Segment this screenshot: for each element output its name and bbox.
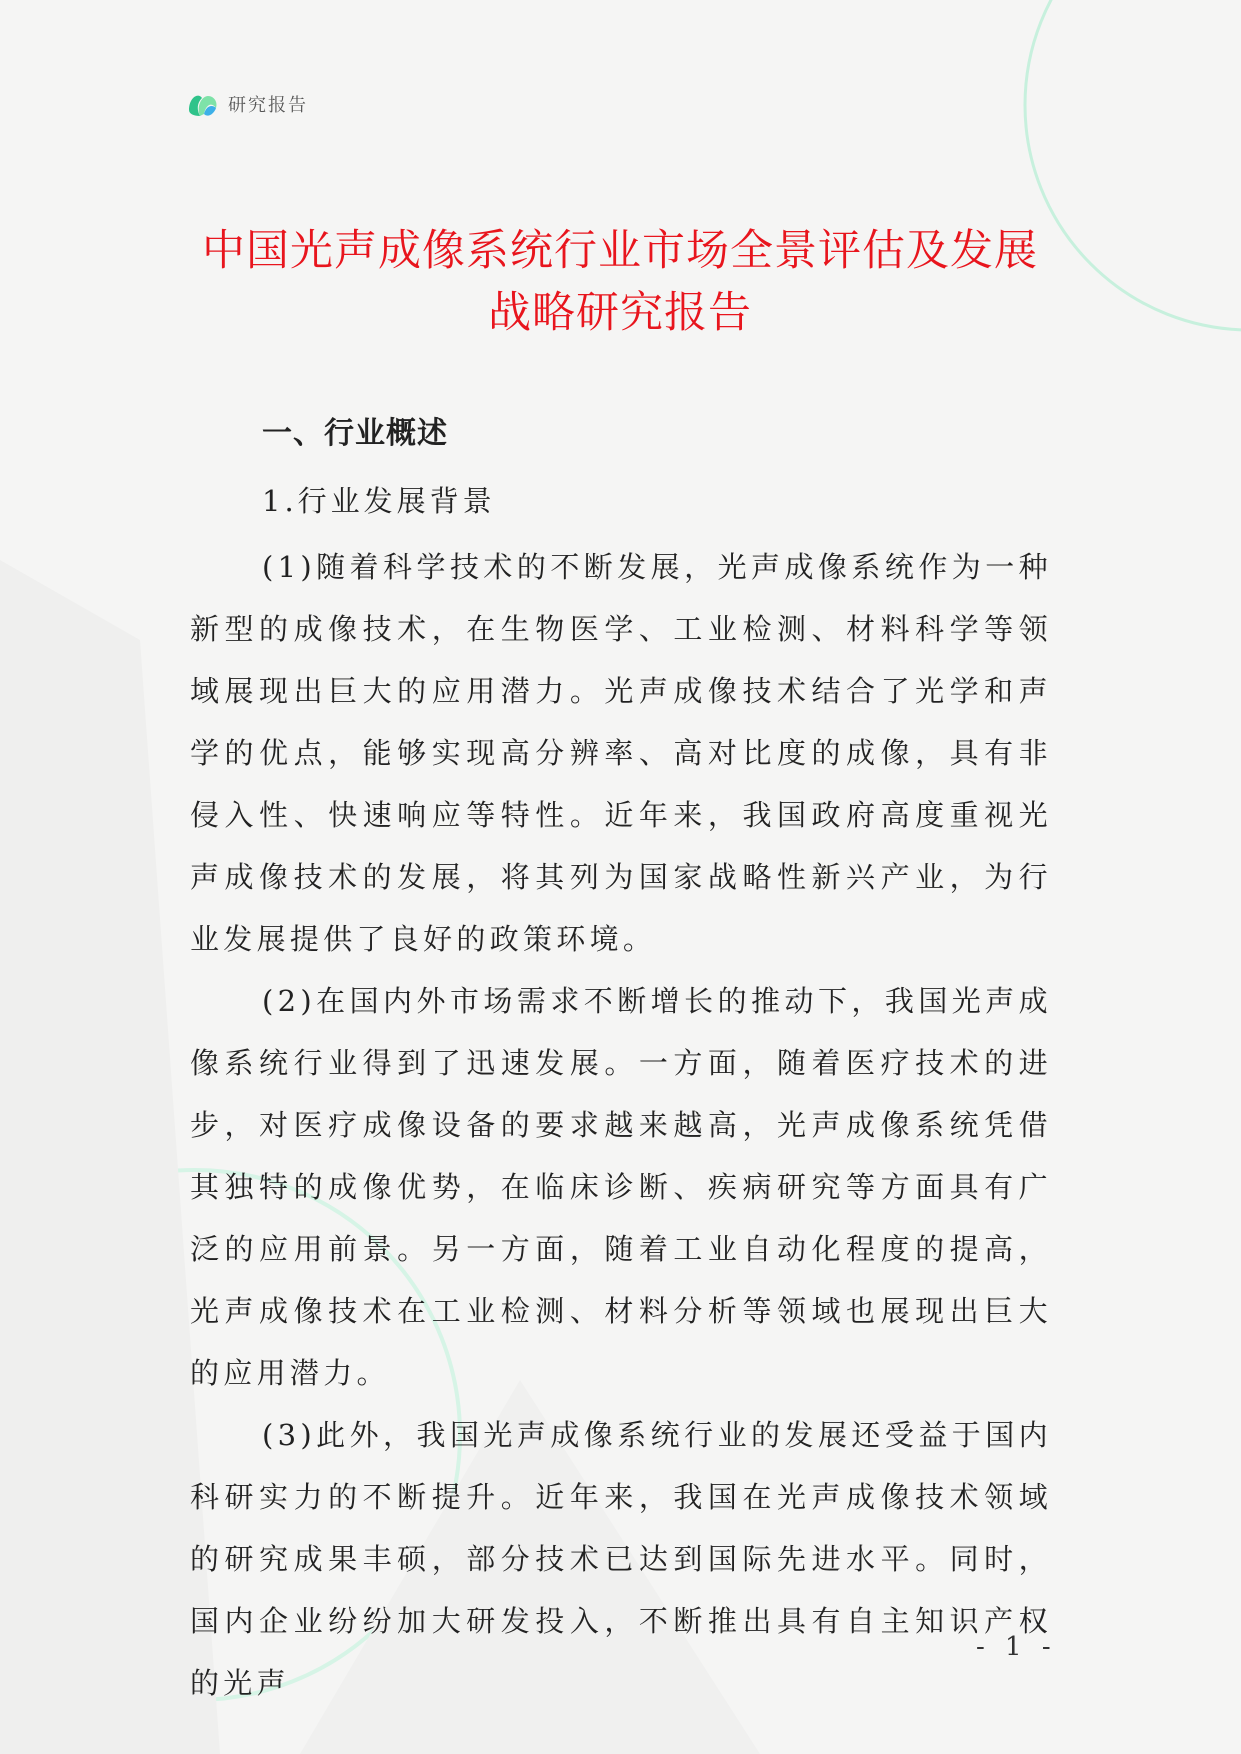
header-label: 研究报告 <box>228 95 308 116</box>
page-number: - 1 - <box>976 1632 1057 1662</box>
report-header <box>186 88 308 120</box>
report-body <box>190 412 1052 1714</box>
subsection-heading: 1.行业发展背景 <box>262 484 496 518</box>
paragraph-2: (2)在国内外市场需求不断增长的推动下，我国光声成像系统行业得到了迅速发展。一方面，随着医疗技术的进步，对医疗成像设备的要求越来越高，光声成像系统凭借其独特的成像优势，在临床诊断、疾病研究等方面具有广泛的应用前景。另一方面，随着工业自动化程度的提高，光声成像技术在工业检测、材料分析等领域也展现出巨大的应用潜力。 <box>190 984 1052 1390</box>
left-shadow-shape <box>0 560 220 1754</box>
section-heading: 一、行业概述 <box>262 416 448 451</box>
paragraph-1: (1)随着科学技术的不断发展，光声成像系统作为一种新型的成像技术，在生物医学、工业检测、材料科学等领域展现出巨大的应用潜力。光声成像技术结合了光学和声学的优点，能够实现高分辨率、高对比度的成像，具有非侵入性、快速响应等特性。近年来，我国政府高度重视光声成像技术的发展，将其列为国家战略性新兴产业，为行业发展提供了良好的政策环境。 <box>190 550 1052 956</box>
top-right-arc-decoration <box>1025 0 1241 330</box>
green-leaf-logo-icon <box>186 88 220 120</box>
report-title: 中国光声成像系统行业市场全景评估及发展战略研究报告 <box>202 226 1038 338</box>
paragraph-3: (3)此外，我国光声成像系统行业的发展还受益于国内科研实力的不断提升。近年来，我国在光声成像技术领域的研究成果丰硕，部分技术已达到国际先进水平。同时，国内企业纷纷加大研发投入，不断推出具有自主知识产权的光声 <box>190 1418 1052 1700</box>
